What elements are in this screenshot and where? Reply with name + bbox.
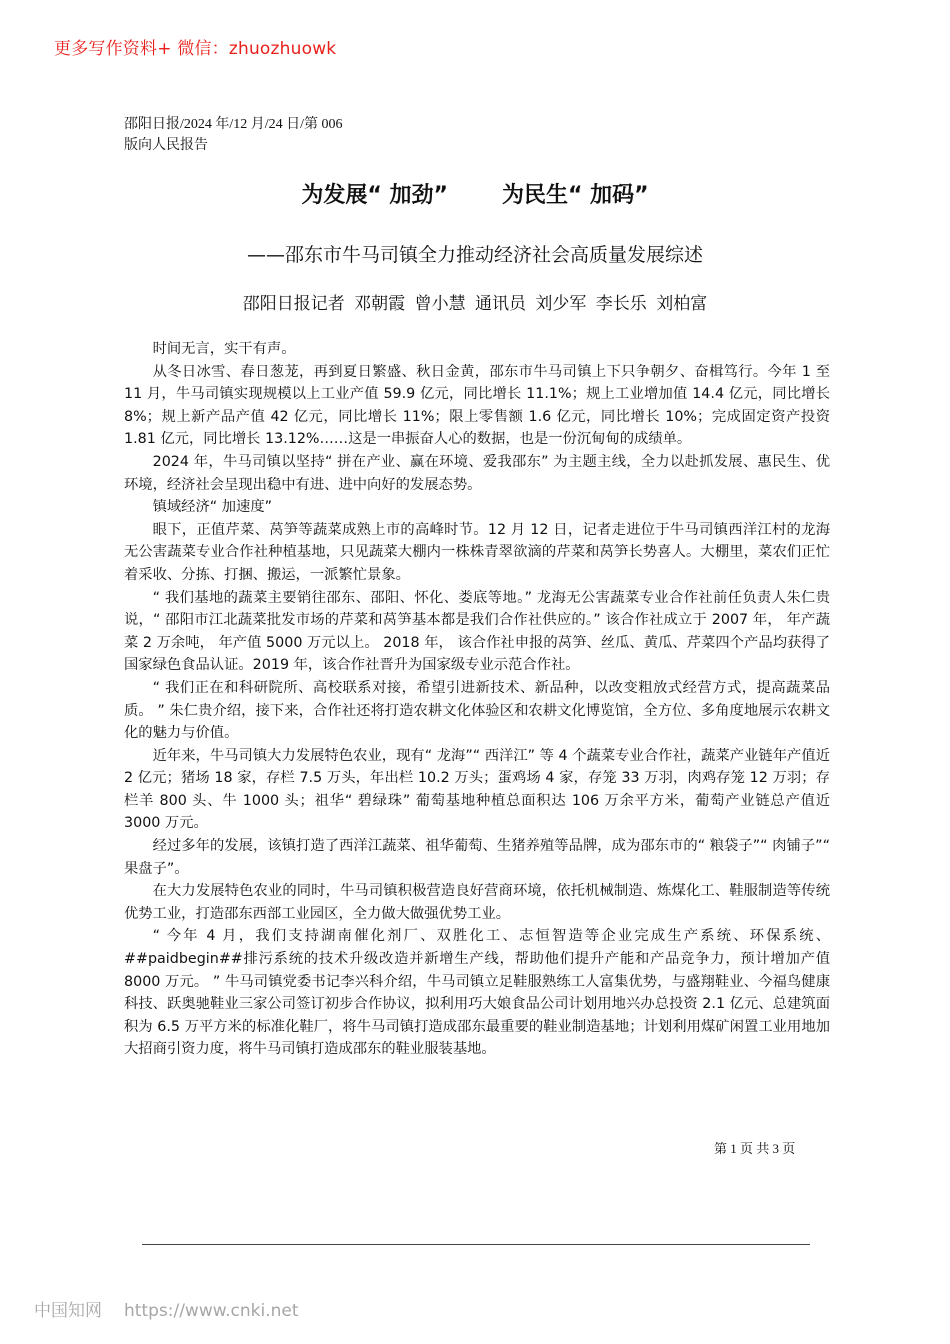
source-line-2: 版向人民报告 [124,138,208,153]
title-part-2: 为民生“ 加码” [502,183,649,208]
byline: 邵阳日报记者 邓朝霞 曾小慧 通讯员 刘少军 李长乐 刘柏富 [242,294,708,314]
paragraph: 近年来，牛马司镇大力发展特色农业，现有“ 龙海”“ 西洋江” 等 4 个蔬菜专业合作社，蔬菜产业链年产值近 2 亿元；猪场 18 家，存栏 7.5 万头，年出栏 10.2 万头；蛋鸡场 4 家，存笼 33 万羽，肉鸡存笼 12 万羽；存栏羊 800 头、牛 1000 头；祖华“ 碧绿珠” 葡萄基地种植总面积达 106 万余平方米，葡萄产业链总产值近 3000 万元。 [124,747,830,832]
paragraph: 从冬日冰雪、春日葱茏，再到夏日繁盛、秋日金黄，邵东市牛马司镇上下只争朝夕、奋楫笃行。今年 1 至 11 月，牛马司镇实现规模以上工业产值 59.9 亿元，同比增长 11.1%；规上工业增加值 14.4 亿元，同比增长 8%；规上新产品产值 42 亿元，同比增长 11%；限上零售额 1.6 亿元，同比增长 10%；完成固定资产投资 1.81 亿元，同比增长 13.12%……这是一串振奋人心的数据，也是一份沉甸甸的成绩单。 [124,363,830,448]
title-part-1: 为发展“ 加劲” [301,183,448,208]
paragraph: 时间无言，实干有声。 [152,341,296,357]
page-number: 第 1 页 共 3 页 [714,1141,796,1156]
article-title [0,178,950,209]
paragraph: 经过多年的发展，该镇打造了西洋江蔬菜、祖华葡萄、生猪养殖等品牌，成为邵东市的“ 粮袋子”“ 肉铺子”“ 果盘子”。 [124,838,830,877]
source-line [124,114,343,156]
watermark-url: https://www.cnki.net [124,1301,299,1321]
paragraph: “ 我们基地的蔬菜主要销往邵东、邵阳、怀化、娄底等地。” 龙海无公害蔬菜专业合作社前任负责人朱仁贵说，“ 邵阳市江北蔬菜批发市场的芹菜和莴笋基本都是我们合作社供应的。” 该合作社成立于 2007 年， 年产蔬菜 2 万余吨， 年产值 5000 万元以上。 2018 年， 该合作社申报的莴笋、丝瓜、黄瓜、芹菜四个产品均获得了国家绿色食品认证。2019 年，该合作社晋升为国家级专业示范合作社。 [124,589,830,674]
watermark-brand: 中国知网 [34,1301,102,1321]
article-body [124,338,830,1061]
paragraph: “ 我们正在和科研院所、高校联系对接，希望引进新技术、新品种，以改变粗放式经营方式，提高蔬菜品质。 ” 朱仁贵介绍，接下来，合作社还将打造农耕文化体验区和农耕文化博览馆，全方位、多角度地展示农耕文化的魅力与价值。 [124,679,830,742]
paragraph: 眼下，正值芹菜、莴笋等蔬菜成熟上市的高峰时节。12 月 12 日，记者走进位于牛马司镇西洋江村的龙海无公害蔬菜专业合作社种植基地，只见蔬菜大棚内一株株青翠欲滴的芹菜和莴笋长势喜人。大棚里，菜农们正忙着采收、分拣、打捆、搬运，一派繁忙景象。 [124,521,830,583]
section-heading: 镇域经济“ 加速度” [152,499,273,516]
article-subtitle: ——邵东市牛马司镇全力推动经济社会高质量发展综述 [246,244,703,266]
footer-divider [142,1244,810,1245]
source-line-1: 邵阳日报/2024 年/12 月/24 日/第 006 [124,117,343,132]
paragraph: 2024 年，牛马司镇以坚持“ 拼在产业、赢在环境、爱我邵东” 为主题主线，全力以赴抓发展、惠民生、优环境，经济社会呈现出稳中有进、进中向好的发展态势。 [124,453,830,493]
paragraph: “ 今年 4 月，我们支持湖南催化剂厂、双胜化工、志恒智造等企业完成生产系统、环保系统、##paidbegin##排污系统的技术升级改造并新增生产线，帮助他们提升产能和产品竞争力，预计增加产值 8000 万元。 ” 牛马司镇党委书记李兴科介绍，牛马司镇立足鞋服熟练工人富集优势，与盛翔鞋业、今福鸟健康科技、跃奥驰鞋业三家公司签订初步合作协议，拟利用巧大娘食品公司计划用地兴办总投资 2.1 亿元、总建筑面积为 6.5 万平方米的标准化鞋厂，将牛马司镇打造成邵东最重要的鞋业制造基地；计划利用煤矿闲置工业用地加大招商引资力度，将牛马司镇打造成邵东的鞋业服装基地。 [124,928,830,1058]
paragraph: 在大力发展特色农业的同时，牛马司镇积极营造良好营商环境，依托机械制造、炼煤化工、鞋服制造等传统优势工业，打造邵东西部工业园区，全力做大做强优势工业。 [124,883,830,922]
promo-banner: 更多写作资料+ 微信：zhuozhuowk [54,39,337,59]
cnki-watermark [34,1296,320,1321]
